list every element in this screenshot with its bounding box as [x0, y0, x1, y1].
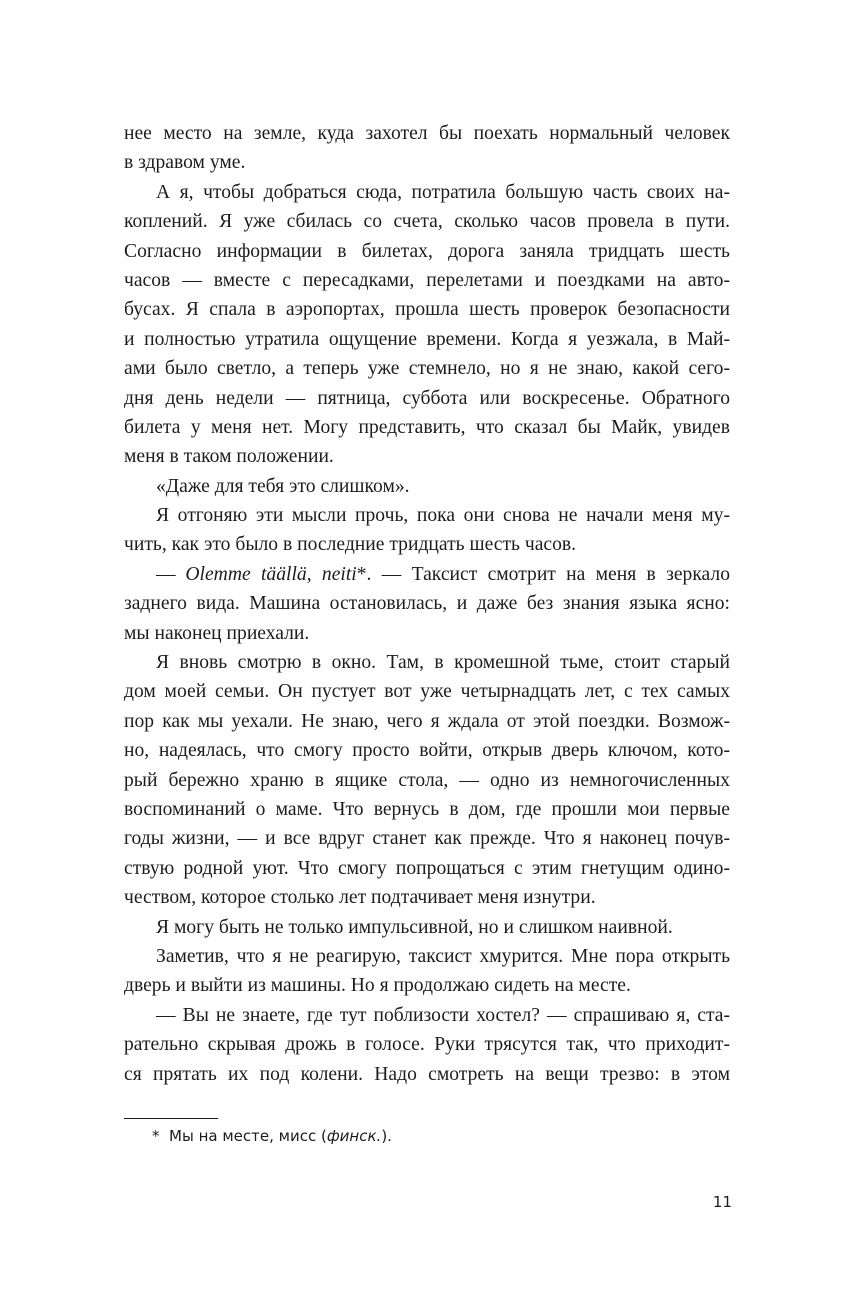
text-line: бусах. Я спала в аэропортах, прошла шесть проверок безопасности	[124, 299, 730, 321]
dialogue-rest: . — Таксист смотрит на меня в зеркало	[366, 563, 731, 585]
paragraph	[124, 560, 730, 648]
footnote-text: Мы на месте, мисс (	[169, 1127, 327, 1145]
body-text	[124, 119, 730, 1089]
text-line: «Даже для тебя это слишком».	[156, 475, 410, 497]
text-line: чить, как это было в последние тридцать шесть часов.	[124, 534, 577, 556]
paragraph	[124, 942, 730, 1001]
paragraph	[124, 472, 730, 501]
text-line: Согласно информации в билетах, дорога заняла тридцать шесть	[124, 240, 730, 262]
text-line: ся прятать их под колени. Надо смотреть на вещи трезво: в этом	[124, 1063, 730, 1085]
text-line: годы жизни, — и все вдруг станет как прежде. Что я наконец почув-	[124, 828, 730, 850]
text-line: нее место на земле, куда захотел бы поехать нормальный человек	[124, 123, 730, 144]
foreign-phrase: Olemme täällä, neiti	[185, 563, 357, 585]
text-line: чеством, которое столько лет подтачивает меня изнутри.	[124, 887, 596, 909]
page-number: 11	[712, 1193, 732, 1211]
text-line: — Вы не знаете, где тут поблизости хостел? — спрашиваю я, ста-	[156, 1004, 730, 1026]
text-line: ствую родной уют. Что смогу попрощаться с этим гнетущим одино-	[124, 857, 730, 879]
text-line: рательно скрывая дрожь в голосе. Руки трясутся так, что приходит-	[124, 1034, 730, 1056]
text-line: часов — вместе с пересадками, перелетами и поездками на авто-	[124, 269, 730, 291]
paragraph	[124, 501, 730, 560]
text-line: мы наконец приехали.	[124, 622, 310, 644]
text-line: дом моей семьи. Он пустует вот уже четырнадцать лет, с тех самых	[124, 681, 730, 703]
paragraph	[124, 119, 730, 178]
paragraph	[124, 913, 730, 942]
text-line: А я, чтобы добраться сюда, потратила большую часть своих на-	[156, 181, 730, 203]
text-line: и полностью утратила ощущение времени. Когда я уезжала, в Май-	[124, 328, 730, 350]
text-line: Я могу быть не только импульсивной, но и слишком наивной.	[156, 916, 673, 938]
text-line: пор как мы уехали. Не знаю, чего я ждала от этой поездки. Возмож-	[124, 710, 730, 732]
text-line: Я вновь смотрю в окно. Там, в кромешной тьме, стоит старый	[156, 652, 730, 674]
text-line: дверь и выйти из машины. Но я продолжаю сидеть на месте.	[124, 975, 631, 997]
text-line: коплений. Я уже сбилась со счета, сколько часов провела в пути.	[124, 211, 730, 233]
paragraph	[124, 648, 730, 913]
dialogue-dash: —	[156, 563, 186, 585]
text-line: в здравом уме.	[124, 152, 246, 174]
text-line: воспоминаний о маме. Что вернусь в дом, где прошли мои первые	[124, 798, 730, 820]
text-line: меня в таком положении.	[124, 446, 334, 468]
text-line: но, надеялась, что смогу просто войти, открыв дверь ключом, кото-	[124, 740, 730, 762]
text-line: Заметив, что я не реагирую, таксист хмурится. Мне пора открыть	[156, 945, 730, 967]
text-line: рый бережно храню в ящике стола, — одно из немногочисленных	[124, 769, 730, 791]
paragraph	[124, 178, 730, 472]
paragraph	[124, 1001, 730, 1089]
text-line: дня день недели — пятница, суббота или воскресенье. Обратного	[124, 387, 730, 409]
footnote	[152, 1125, 392, 1147]
text-line	[124, 560, 730, 589]
text-line: ами было светло, а теперь уже стемнело, но я не знаю, какой сего-	[124, 358, 730, 380]
text-line: билета у меня нет. Могу представить, что сказал бы Майк, увидев	[124, 416, 730, 438]
footnote-mark: *	[152, 1127, 160, 1145]
footnote-divider	[124, 1118, 218, 1119]
footnote-language: финск.	[326, 1127, 382, 1145]
footnote-close: ).	[381, 1127, 392, 1145]
text-line: заднего вида. Машина остановилась, и даже без знания языка ясно:	[124, 593, 730, 615]
footnote-reference: *	[356, 563, 367, 585]
text-line: Я отгоняю эти мысли прочь, пока они снова не начали меня му-	[156, 505, 730, 527]
